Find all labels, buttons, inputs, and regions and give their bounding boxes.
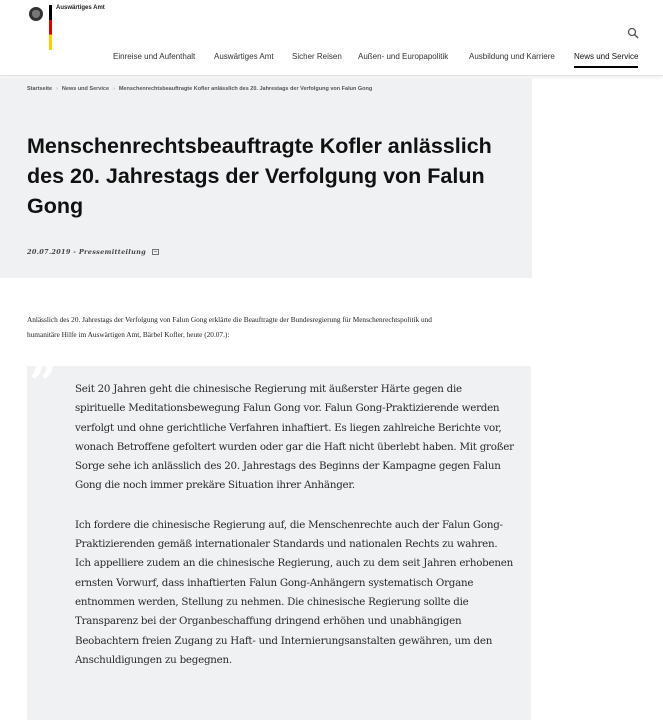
article-quote xyxy=(27,356,531,720)
search-icon[interactable] xyxy=(627,27,639,39)
article-intro: Anlässlich des 20. Jahrestags der Verfolgung von Falun Gong erklärte die Beauftragte der Bundesregierung für Menschenrechtspolitik und humanitäre Hilfe im Auswärtigen Amt, Bärbel Kofler, heute (20.07.): xyxy=(27,315,432,339)
article-type: Pressemitteilung xyxy=(78,248,146,256)
breadcrumb xyxy=(27,86,372,92)
article-meta xyxy=(27,248,159,256)
breadcrumb-home[interactable]: Startseite xyxy=(27,86,53,92)
breadcrumb-news[interactable]: News und Service xyxy=(61,86,109,92)
flag-bar xyxy=(49,5,52,50)
site-header xyxy=(0,0,663,76)
breadcrumb-current: Menschenrechtsbeauftragte Kofler anlässlich des 20. Jahrestags der Verfolgung von Falun Gong xyxy=(118,86,373,92)
meta-separator: - xyxy=(70,248,79,256)
site-logo[interactable] xyxy=(29,5,105,21)
federal-eagle-icon xyxy=(29,7,43,21)
breadcrumb-separator: › xyxy=(56,86,58,92)
nav-item-einreise[interactable]: Einreise und Aufenthalt xyxy=(113,52,196,61)
quote-paragraph: Ich fordere die chinesische Regierung auf, die Menschenrechte auch der Falun Gong-Praktizierenden gemäß internationaler Standards und nationalen Rechts zu wahren. Ich appelliere zudem an die chinesische Regierung, auch zu dem seit Jahren erhobenen ernsten Vorwurf, dass inhaftierten Falun Gong-Anhängern systematisch Organe entnommen werden, Stellung zu nehmen. Die chinesische Regierung sollte die Transparenz bei der Organbeschaffung dringend erhöhen und unabhängigen Beobachtern freien Zugang zu Haft- und Internierungsanstalten gewähren, um den Anschuldigungen zu begegnen. xyxy=(75,518,513,666)
nav-item-news-service[interactable]: News und Service xyxy=(574,52,639,61)
article-date: 20.07.2019 xyxy=(27,248,71,256)
main-nav xyxy=(0,52,663,66)
article-hero xyxy=(0,78,532,278)
nav-item-ausbildung[interactable]: Ausbildung und Karriere xyxy=(469,52,555,61)
nav-item-aussenpolitik[interactable]: Außen- und Europapolitik xyxy=(358,52,449,61)
quote-body xyxy=(75,380,515,690)
quote-mark-icon: ” xyxy=(29,356,57,412)
breadcrumb-separator: › xyxy=(113,86,115,92)
nav-item-auswaertiges-amt[interactable]: Auswärtiges Amt xyxy=(214,52,274,61)
quote-paragraph: Seit 20 Jahren geht die chinesische Regierung mit äußerster Härte gegen die spirituelle Meditationsbewegung Falun Gong vor. Falun Gong-Praktizierende werden verfolgt und ohne gerichtliche Verfahren inhaftiert. Es liegen zahlreiche Berichte vor, wonach Betroffene gefoltert wurden oder gar die Haft nicht überlebt haben. Mit großer Sorge sehe ich anlässlich des 20. Jahrestags des Beginns der Kampagne gegen Falun Gong die noch immer prekäre Situation ihrer Anhänger. xyxy=(75,383,514,492)
page-title: Menschenrechtsbeauftragte Kofler anlässlich des 20. Jahrestags der Verfolgung von Falun Gong xyxy=(27,134,492,218)
press-release-icon xyxy=(152,249,159,255)
nav-item-sicher-reisen[interactable]: Sicher Reisen xyxy=(292,52,342,61)
logo-text: Auswärtiges Amt xyxy=(56,5,105,11)
